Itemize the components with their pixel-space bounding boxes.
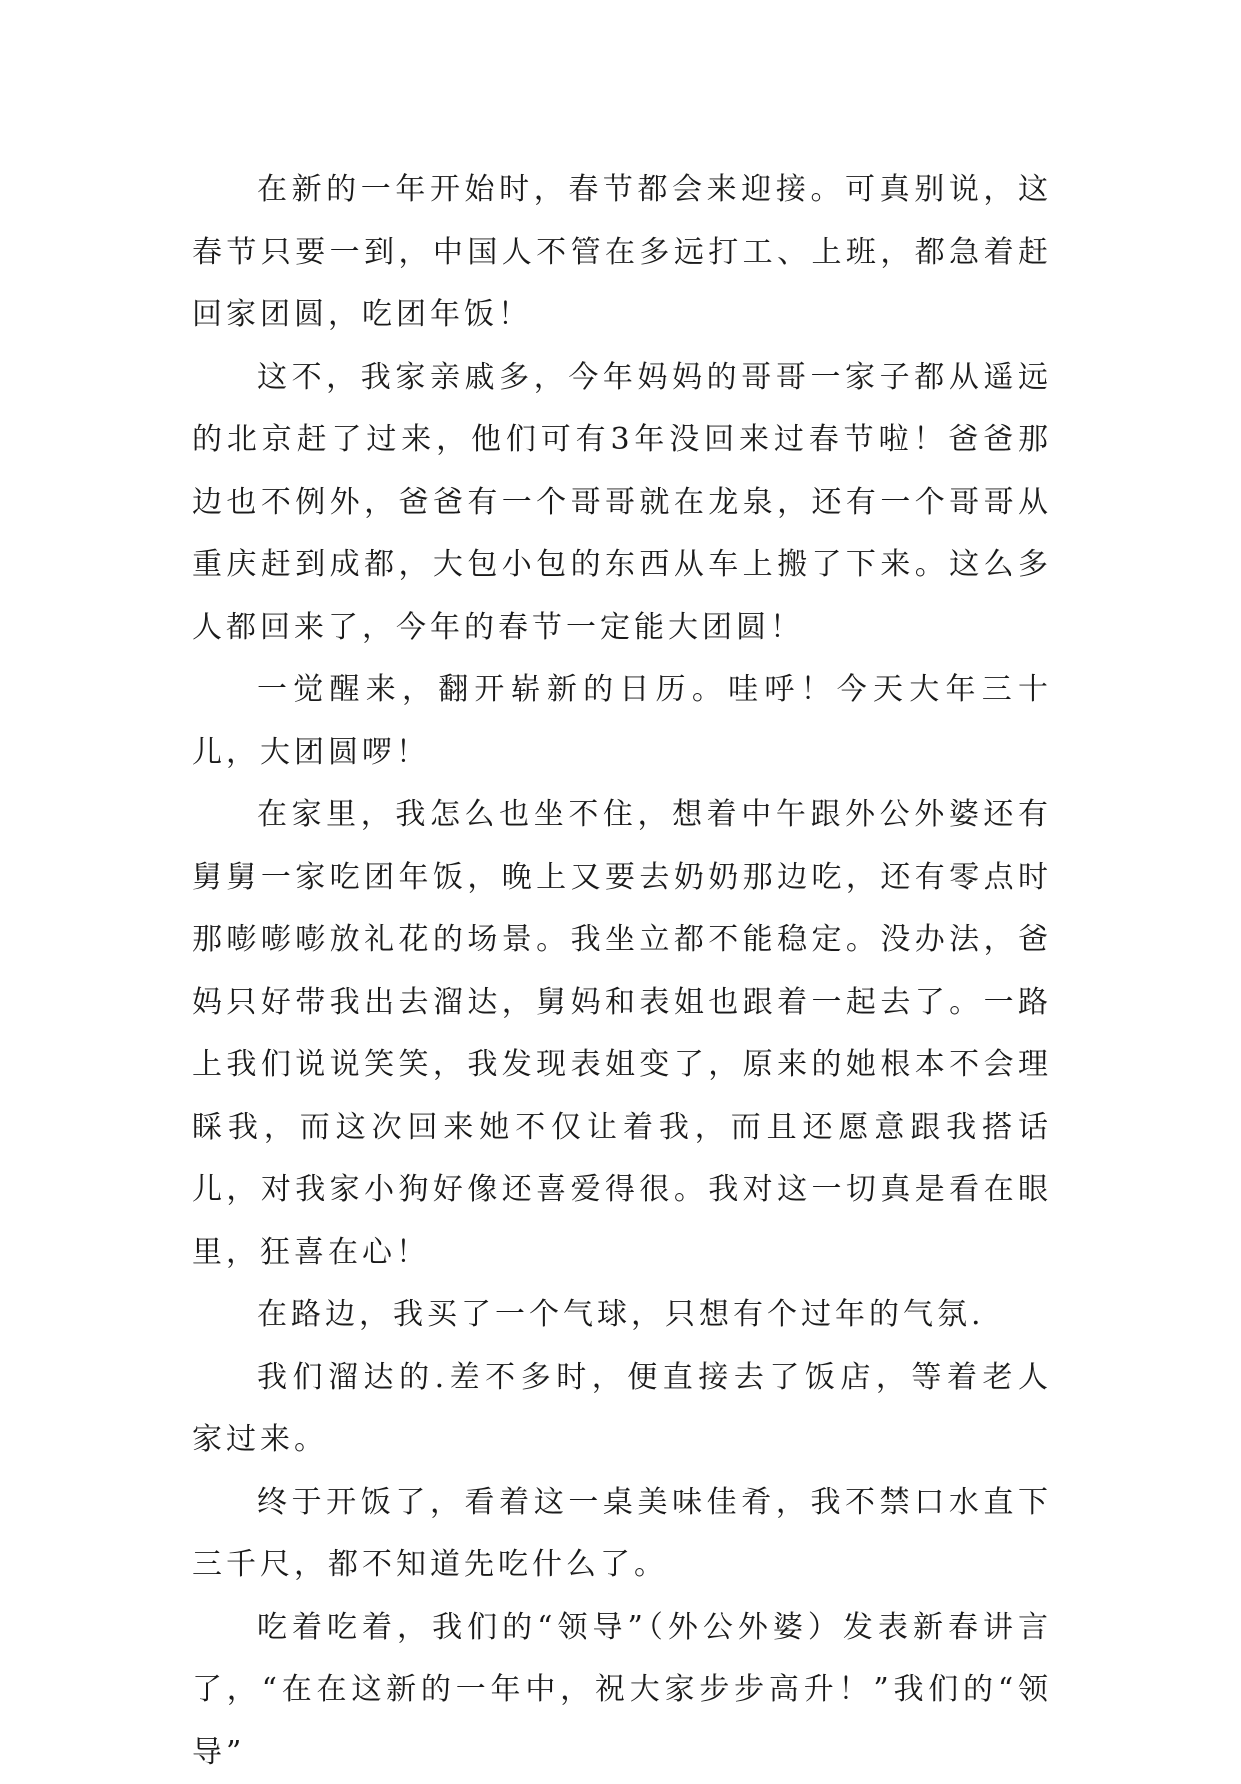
paragraph-8: 吃着吃着，我们的“领导”（外公外婆）发表新春讲言了，“在在这新的一年中，祝大家步步高升！”我们的“领导” [192,1597,1052,1784]
paragraph-5: 在路边，我买了一个气球，只想有个过年的气氛. [192,1284,1052,1347]
paragraph-3: 一觉醒来，翻开崭新的日历。哇呼！今天大年三十儿，大团圆啰！ [192,659,1052,784]
paragraph-1: 在新的一年开始时，春节都会来迎接。可真别说，这春节只要一到，中国人不管在多远打工、上班，都急着赶回家团圆，吃团年饭！ [192,159,1052,347]
paragraph-6: 我们溜达的.差不多时，便直接去了饭店，等着老人家过来。 [192,1347,1052,1472]
paragraph-7: 终于开饭了，看着这一桌美味佳肴，我不禁口水直下三千尺，都不知道先吃什么了。 [192,1472,1052,1597]
paragraph-4: 在家里，我怎么也坐不住，想着中午跟外公外婆还有舅舅一家吃团年饭，晚上又要去奶奶那边吃，还有零点时那嘭嘭嘭放礼花的场景。我坐立都不能稳定。没办法，爸妈只好带我出去溜达，舅妈和表姐也跟着一起去了。一路上我们说说笑笑，我发现表姐变了，原来的她根本不会理睬我，而这次回来她不仅让着我，而且还愿意跟我搭话儿，对我家小狗好像还喜爱得很。我对这一切真是看在眼里，狂喜在心！ [192,784,1052,1284]
document-body [192,159,1052,1784]
paragraph-2: 这不，我家亲戚多，今年妈妈的哥哥一家子都从遥远的北京赶了过来，他们可有3年没回来过春节啦！爸爸那边也不例外，爸爸有一个哥哥就在龙泉，还有一个哥哥从重庆赶到成都，大包小包的东西从车上搬了下来。这么多人都回来了，今年的春节一定能大团圆！ [192,347,1052,660]
